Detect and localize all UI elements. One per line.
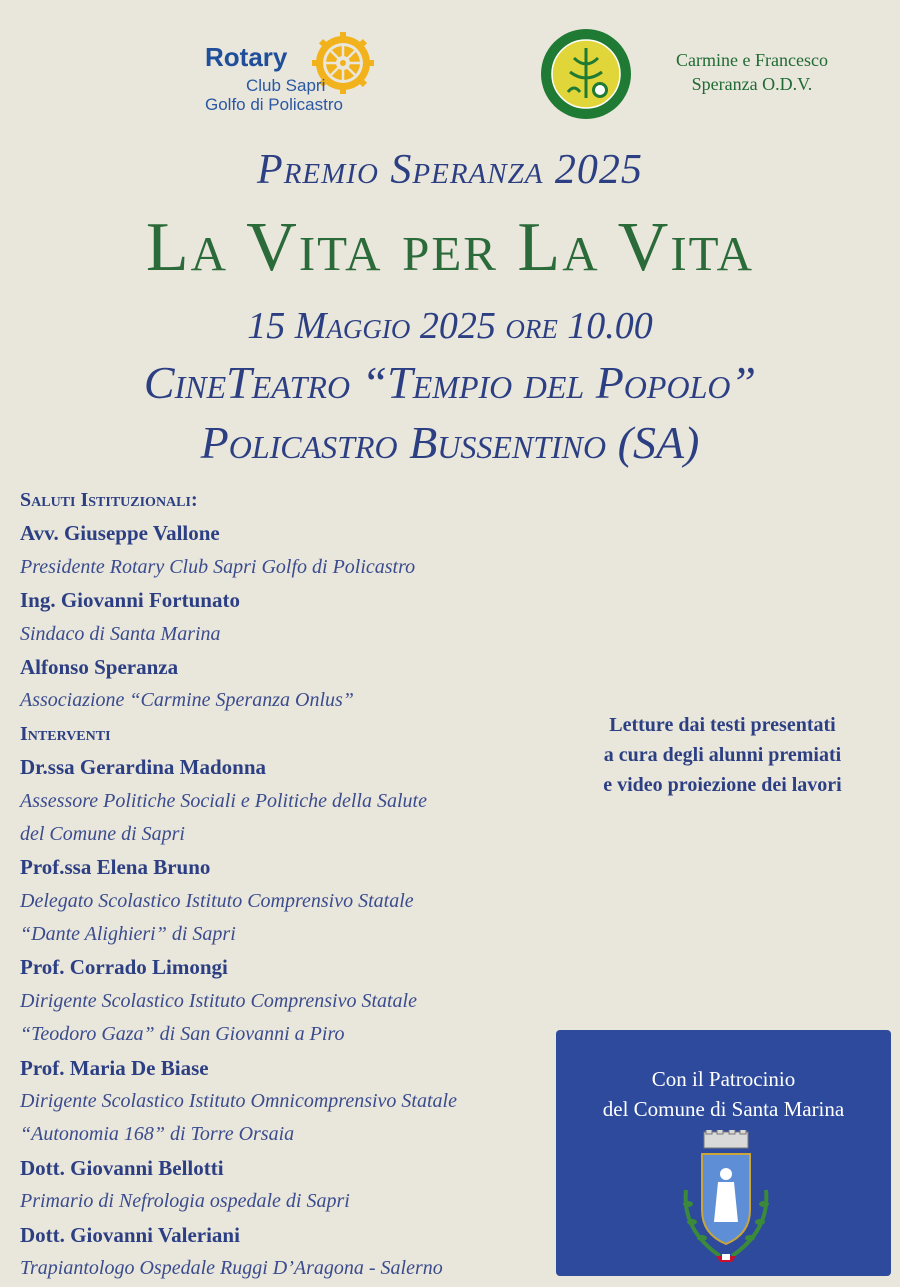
letture-line-2: a cura degli alunni premiati [603, 744, 842, 766]
event-date: 15 Maggio 2025 ore 10.00 [247, 305, 653, 347]
program-section-heading: Interventi [20, 722, 111, 745]
speaker-role: Presidente Rotary Club Sapri Golfo di Policastro [20, 555, 416, 578]
speaker-name: Dott. Giovanni Valeriani [20, 1222, 240, 1247]
association-line-2: Speranza O.D.V. [691, 74, 813, 94]
letture-note [560, 710, 885, 800]
santa-marina-crest-icon [676, 1130, 776, 1270]
association-name [652, 48, 852, 96]
speaker-name: Prof.ssa Elena Bruno [20, 855, 211, 880]
speaker-name: Alfonso Speranza [20, 654, 179, 679]
speaker-role: Dirigente Scolastico Istituto Omnicomprensivo Statale [20, 1090, 457, 1113]
speaker-role: Primario di Nefrologia ospedale di Sapri [20, 1190, 350, 1213]
patrocinio-text [556, 1064, 891, 1124]
event-venue: CineTeatro “Tempio del Popolo” [143, 357, 757, 408]
letture-line-3: e video proiezione dei lavori [603, 774, 842, 796]
rotary-golfo-line: Golfo di Policastro [205, 95, 343, 114]
speaker-name: Prof. Maria De Biase [20, 1055, 209, 1080]
speaker-name: Avv. Giuseppe Vallone [20, 521, 220, 546]
speaker-role: Associazione “Carmine Speranza Onlus” [20, 689, 354, 712]
premio-title: Premio Speranza 2025 [257, 147, 643, 193]
speaker-role: “Teodoro Gaza” di San Giovanni a Piro [20, 1023, 345, 1046]
speaker-role: Dirigente Scolastico Istituto Comprensivo Statale [20, 989, 417, 1012]
speaker-name: Dr.ssa Gerardina Madonna [20, 755, 267, 780]
program-list [20, 484, 580, 1285]
speaker-role: “Dante Alighieri” di Sapri [20, 923, 236, 946]
patrocinio-line-2: del Comune di Santa Marina [602, 1097, 845, 1121]
speaker-role: “Autonomia 168” di Torre Orsaia [20, 1123, 295, 1146]
speaker-role: Assessore Politiche Sociali e Politiche della Salute [20, 789, 427, 812]
speaker-name: Dott. Giovanni Bellotti [20, 1155, 224, 1180]
rotary-club-line: Club Sapri [246, 76, 326, 95]
speaker-role: Delegato Scolastico Istituto Comprensivo Statale [20, 889, 414, 912]
letture-line-1: Letture dai testi presentati [609, 714, 836, 736]
speaker-role: del Comune di Sapri [20, 822, 185, 845]
patrocinio-line-1: Con il Patrocinio [651, 1067, 796, 1091]
patrocinio-box [556, 1030, 891, 1276]
event-location: Policastro Bussentino (SA) [200, 417, 700, 468]
association-line-1: Carmine e Francesco [676, 50, 828, 70]
speaker-role: Trapiantologo Ospedale Ruggi D’Aragona - Salerno [20, 1256, 443, 1279]
rotary-name: Rotary [205, 42, 288, 72]
association-logo-icon [540, 28, 632, 120]
program-section-heading: Saluti Istituzionali: [20, 489, 198, 511]
speaker-name: Prof. Corrado Limongi [20, 955, 228, 980]
speaker-name: Ing. Giovanni Fortunato [20, 588, 240, 613]
speaker-role: Sindaco di Santa Marina [20, 622, 221, 645]
motto-title: La Vita per La Vita [145, 209, 755, 286]
